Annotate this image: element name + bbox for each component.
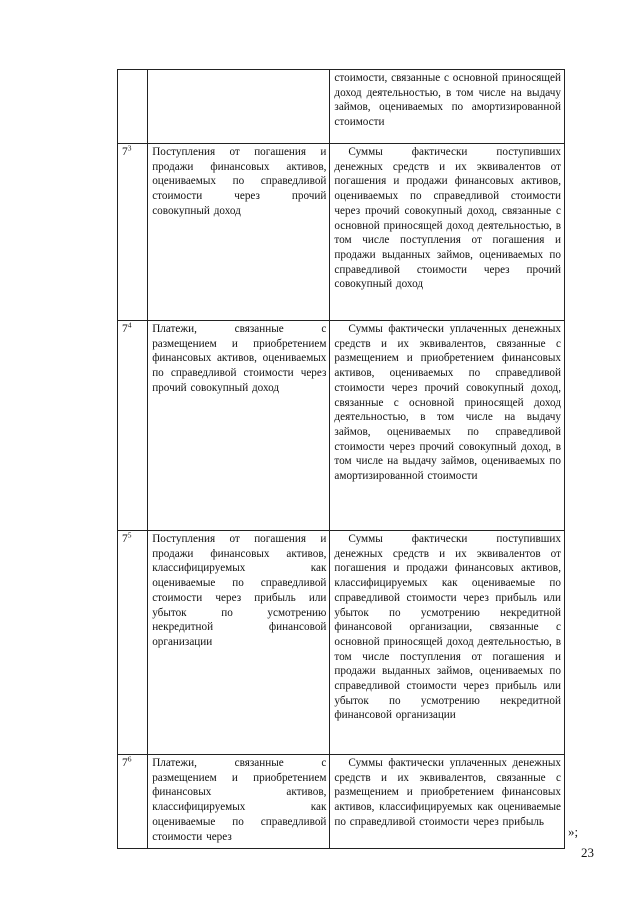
article-name-cell: Поступления от погашения и продажи финансовых активов, оцениваемых по справедливой стоимости через прочий совокупный доход <box>148 144 330 321</box>
row-number-cell <box>118 755 148 849</box>
row-number-superscript: 5 <box>127 530 132 540</box>
row-number-superscript: 3 <box>127 143 132 153</box>
article-description-cell <box>330 144 565 321</box>
article-description-text: Суммы фактически уплаченных денежных средств и их эквивалентов, связанные с размещением и приобретением финансовых активов, классифицируемых как оцениваемые по справедливой стоимости через прибыль <box>334 757 561 828</box>
article-description-text: Суммы фактически поступивших денежных средств и их эквивалентов от погашения и продажи финансовых активов, классифицируемых как оцениваемые по справедливой стоимости через прибыль или убыток по усмотрению некредитной финансовой организации, связанные с основной приносящей доход деятельностью, в том числе поступления от погашения и продажи выданных займов, оцениваемых по справедливой стоимости через прибыль или убыток по усмотрению некредитной финансовой организации <box>334 533 561 722</box>
row-number: 7 <box>122 533 128 545</box>
row-number: 7 <box>122 146 128 158</box>
table-row <box>118 70 565 144</box>
page-number: 23 <box>581 845 594 860</box>
article-description-text: Суммы фактически уплаченных денежных средств и их эквивалентов, связанные с размещением и приобретением финансовых активов, оцениваемых по справедливой стоимости через прочий совокупный доход, связанные с основной приносящей доход деятельностью, в том числе на выдачу займов, оцениваемых по справедливой стоимости через прочий совокупный доход, в том числе на выдачу займов, оцениваемых по амортизированной стоимости <box>334 323 561 483</box>
row-number-cell <box>118 70 148 144</box>
row-number-cell <box>118 144 148 321</box>
table-row <box>118 531 565 755</box>
article-description-cell <box>330 70 565 144</box>
article-description-cell <box>330 755 565 849</box>
article-description-cell <box>330 531 565 755</box>
table-row <box>118 755 565 849</box>
article-description-text: стоимости, связанные с основной приносящей доход деятельностью, в том числе на выдачу займов, оцениваемых по амортизированной стоимости <box>334 72 561 129</box>
article-name-cell: Платежи, связанные с размещением и приобретением финансовых активов, классифицируемых как оцениваемые по справедливой стоимости через <box>148 755 330 849</box>
article-table <box>117 69 565 849</box>
row-number-superscript: 4 <box>127 320 132 330</box>
table-row <box>118 144 565 321</box>
table-row <box>118 321 565 531</box>
row-number-cell <box>118 531 148 755</box>
article-description-text: Суммы фактически поступивших денежных средств и их эквивалентов от погашения и продажи финансовых активов, оцениваемых по справедливой стоимости через прочий совокупный доход, связанные с основной приносящей доход деятельностью, в том числе поступления от погашения и продажи выданных займов, оцениваемых по справедливой стоимости через прочий совокупный доход <box>334 146 561 291</box>
article-name-cell: Поступления от погашения и продажи финансовых активов, классифицируемых как оцениваемые по справедливой стоимости через прибыль или убыток по усмотрению некредитной финансовой организации <box>148 531 330 755</box>
article-name-cell <box>148 70 330 144</box>
row-number: 7 <box>122 323 128 335</box>
row-number-cell <box>118 321 148 531</box>
article-name-cell: Платежи, связанные с размещением и приобретением финансовых активов, оцениваемых по справедливой стоимости через прочий совокупный доход <box>148 321 330 531</box>
closing-quote-mark: »; <box>568 824 579 839</box>
article-description-cell <box>330 321 565 531</box>
row-number-superscript: 6 <box>127 754 132 764</box>
row-number: 7 <box>122 757 128 769</box>
